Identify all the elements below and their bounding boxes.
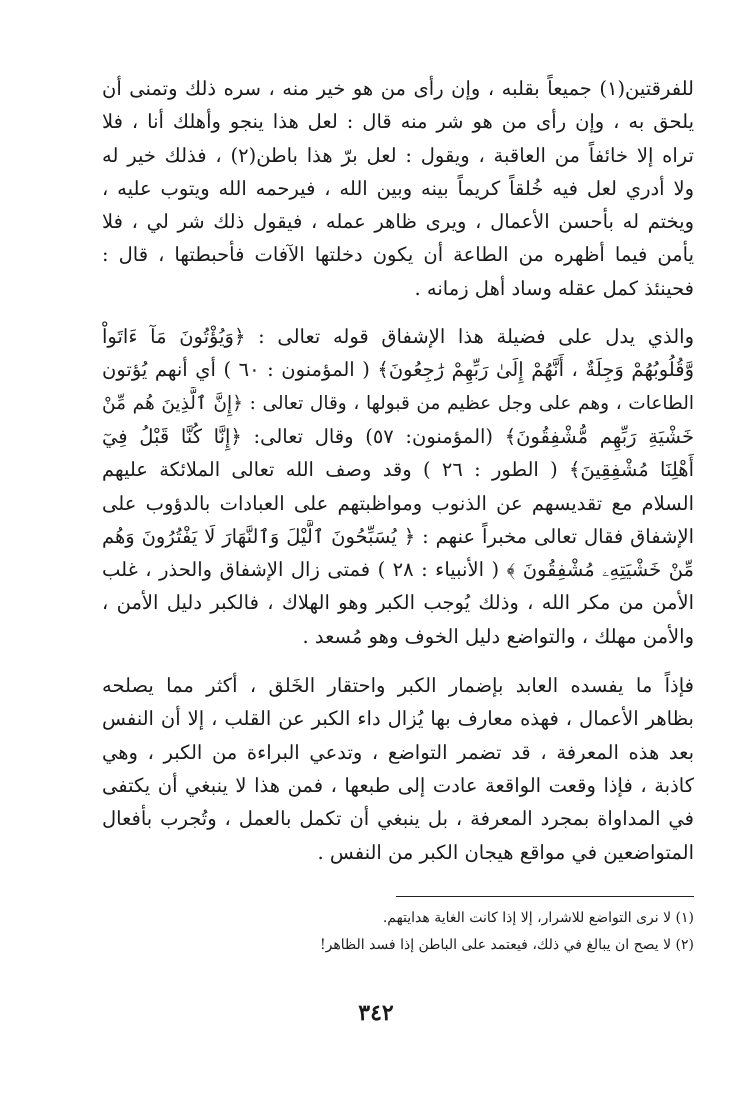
text-line: تراه إلا خائفاً من العاقبة ، ويقول : لعل برّ هذا باطن(٢) ، فذلك خير له xyxy=(102,143,694,167)
text-line: بعد هذه المعرفة ، قد تضمر التواضع ، وتدعي البراءة من الكبر ، وهي xyxy=(102,740,694,764)
paragraph-2 xyxy=(102,320,694,653)
text-line: كاذبة ، فإذا وقعت الواقعة عادت إلى طبعها ، فمن هذا لا ينبغي أن يكتفى xyxy=(102,773,694,797)
text-line: ولا أدري لعل فيه خُلقاً كريماً بينه وبين الله ، فيرحمه الله ويتوب عليه ، xyxy=(102,176,694,200)
footnotes xyxy=(300,905,694,959)
text-line: الإشفاق فقال تعالى مخبراً عنهم : ﴿ يُسَبِّحُونَ ٱلَّيْلَ وَٱلنَّهَارَ لَا يَفْتُرُونَ وَهُم xyxy=(102,524,694,548)
footnote-2: (٢) لا يصح ان يبالغ في ذلك، فيعتمد على الباطن إذا فسد الظاهر! xyxy=(320,937,694,953)
footnote-1: (١) لا نرى التواضع للاشرار، إلا إذا كانت الغاية هدايتهم. xyxy=(382,910,694,926)
text-line: الأمن من مكر الله ، وذلك يُوجب الكبر وهو الهلاك ، فالكبر دليل الأمن ، xyxy=(102,591,694,615)
text-line: ويختم له بأحسن الأعمال ، ويرى ظاهر عمله ، فيقول ذلك شر لي ، فلا xyxy=(102,210,694,234)
footnote-divider xyxy=(396,896,694,897)
text-line: يأمن فيما أظهره من الطاعة أن يكون دخلتها الآفات فأحبطتها ، قال : xyxy=(102,243,694,267)
text-line: مِّنْ خَشْيَتِهِۦ مُشْفِقُونَ ﴾ ( الأنبياء : ٢٨ ) فمتى زال الإشفاق والحذر ، غلب xyxy=(102,558,694,582)
text-line: والأمن مهلك ، والتواضع دليل الخوف وهو مُسعد . xyxy=(302,624,694,648)
text-line: والذي يدل على فضيلة هذا الإشفاق قوله تعالى : ﴿وَيُؤْتُونَ مَآ ءَاتَواْ xyxy=(102,325,694,349)
text-line: المتواضعين في مواقع هيجان الكبر من النفس . xyxy=(317,840,694,864)
main-text xyxy=(102,72,694,869)
text-line: وَّقُلُوبُهُمْ وَجِلَةٌ ، أَنَّهُمْ إِلَىٰ رَبِّهِمْ رَٰجِعُونَ﴾ ( المؤمنون : ٦٠ ) أي أنهم يُؤتون xyxy=(102,358,694,382)
text-line: فإذاً ما يفسده العابد بإضمار الكبر واحتقار الخَلق ، أكثر مما يصلحه xyxy=(102,674,694,698)
text-line: الطاعات ، وهم على وجل عظيم من قبولها ، وقال تعالى : ﴿إِنَّ ٱلَّذِينَ هُم مِّنْ xyxy=(102,392,694,414)
text-line: بظاهر الأعمال ، فهذه معارف بها يُزال داء الكبر عن القلب ، إلا أن النفس xyxy=(102,707,694,731)
text-line: خَشْيَةِ رَبِّهِم مُّشْفِقُونَ﴾ (المؤمنون: ٥٧) وقال تعالى: ﴿إِنَّا كُنَّا قَبْلُ فِيٓ xyxy=(102,424,694,448)
text-line: فحينئذ كمل عقله وساد أهل زمانه . xyxy=(414,276,694,300)
paragraph-1 xyxy=(102,72,694,305)
text-line: في المداواة بمجرد المعرفة ، بل ينبغي أن تكمل بالعمل ، وتُجرب بأفعال xyxy=(102,807,694,831)
text-line: يلحق به ، وإن رأى من هو شر منه قال : لعل هذا ينجو وأهلك أنا ، فلا xyxy=(102,110,694,134)
text-line: السلام مع تقديسهم عن الذنوب ومواظبتهم على العبادات بالدؤوب على xyxy=(102,491,694,515)
page-number: ٣٤٢ xyxy=(358,1000,394,1026)
text-line: للفرقتين(١) جميعاً بقلبه ، وإن رأى من هو خير منه ، سره ذلك وتمنى أن xyxy=(102,77,694,100)
paragraph-3 xyxy=(102,669,694,869)
text-line: أَهْلِنَا مُشْفِقِينَ﴾ ( الطور : ٢٦ ) وقد وصف الله تعالى الملائكة عليهم xyxy=(102,458,694,482)
